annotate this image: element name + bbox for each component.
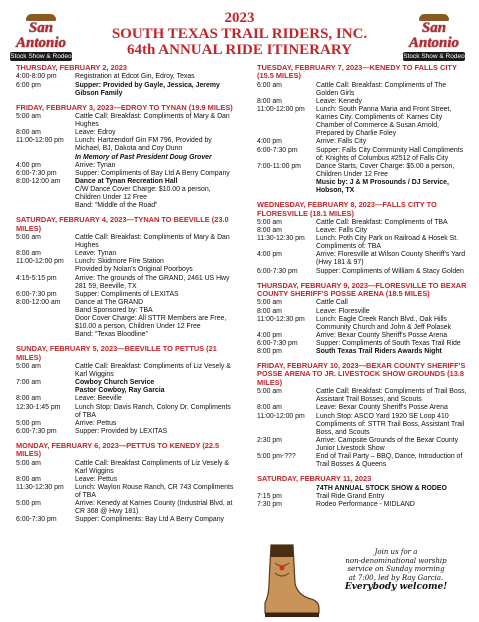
- cowboy-boot-icon: [257, 543, 321, 619]
- event: Lunch Stop: Davis Ranch, Colony Dr. Compliments of TBA: [75, 403, 231, 419]
- document-header: [0, 10, 479, 58]
- event: Lunch: Eagle Creek Ranch Blvd., Oak Hills Community Church and John & Jeff Polasek: [316, 315, 452, 331]
- schedule-row: [16, 129, 238, 137]
- schedule-row: [257, 501, 467, 509]
- schedule-row: [257, 332, 467, 340]
- schedule-row: [16, 379, 238, 387]
- schedule-row: [16, 154, 238, 162]
- time: 11:00-12:30 pm: [257, 315, 305, 323]
- event: Music by: J & M Prosounds / DJ Service, Hobson, TX: [316, 178, 449, 195]
- day-thursday-feb-2: [16, 64, 238, 98]
- schedule-row: [257, 437, 467, 453]
- note-line: Join us for a: [374, 548, 418, 556]
- time: 11:00-12:00 pm: [257, 412, 305, 420]
- day-heading: WEDNESDAY, FEBRUARY 8, 2023—FALLS CITY TO FLORESVILLE (18.1 MILES): [257, 200, 437, 218]
- day-sunday-feb-5: [16, 345, 238, 436]
- schedule-row: [16, 250, 238, 258]
- schedule-row: [16, 137, 238, 153]
- schedule-row: [16, 484, 238, 500]
- event: Supper: Compliments of South Texas Trail Ride: [316, 339, 461, 347]
- event: Supper: Compliments of William & Stacy Golden: [316, 267, 464, 275]
- event: Leave: Edroy: [75, 129, 116, 137]
- schedule-row: [257, 98, 467, 106]
- time: 8:00-12:00 am: [16, 177, 61, 185]
- time: 8:00 am: [16, 475, 41, 483]
- schedule-row: [257, 179, 467, 195]
- event: Dance Starts, Cover Charge: $5.00 a person, Children Under 12 Free: [316, 162, 455, 178]
- schedule-row: [257, 413, 467, 437]
- schedule-row: [16, 73, 238, 81]
- schedule-row: [16, 315, 238, 331]
- time: [16, 387, 75, 395]
- event: Cattle Call: Breakfast: Compliments of Liz Vesely & Karl Wiggins: [75, 363, 231, 379]
- time: 5:00 am: [257, 299, 282, 307]
- event: Leave: Bexar County Sheriff's Posse Arena: [316, 404, 448, 412]
- schedule-row: [257, 227, 467, 235]
- event: Supper: Compliments of Bay Ltd A Berry Company: [75, 169, 230, 177]
- time: 8:00 am: [257, 227, 282, 235]
- event: Lunch Stop: ASCO Yard 1920 SE Loop 410 Compliments of: STTR Trail Boss, Assistant Trail Boss, and Scouts: [316, 412, 465, 436]
- event: End of Trail Party – BBQ, Dance, Introduction of Trail Bosses & Queens: [316, 453, 463, 469]
- day-saturday-feb-4: [16, 216, 238, 339]
- time: [16, 186, 75, 202]
- time: 6:00 am: [257, 81, 282, 89]
- time: [16, 307, 75, 315]
- event: Band Sponsored by: TBA: [75, 306, 153, 314]
- event: Arrive: Tynan: [75, 161, 116, 169]
- time: [257, 179, 316, 195]
- time: 6:00-7:30 pm: [257, 267, 298, 275]
- time: 8:00 am: [257, 307, 282, 315]
- schedule-row: [16, 170, 238, 178]
- time: 5:00 pm-???: [257, 453, 296, 461]
- time: 8:00 am: [16, 250, 41, 258]
- schedule-row: [16, 113, 238, 129]
- event: Leave: Kenedy: [316, 98, 362, 105]
- time: 6:00-7:30 pm: [16, 516, 57, 524]
- event: Band: “Texas Bloodline”: [75, 331, 148, 339]
- schedule-row: [257, 388, 467, 404]
- schedule-row: [257, 268, 467, 276]
- time: 4:00 pm: [257, 138, 282, 146]
- event: Provided by Nolan's Original Poorboys: [75, 266, 193, 274]
- schedule-row: [16, 178, 238, 186]
- time: 5:00 am: [16, 363, 41, 371]
- event: Supper: Falls City Community Hall Compliments of: Knights of Columbus #2512 of Falls City: [316, 146, 464, 162]
- schedule-row: [257, 404, 467, 412]
- day-heading: SUNDAY, FEBRUARY 5, 2023—BEEVILLE TO PETTUS (21 MILES): [16, 344, 217, 362]
- time: [16, 202, 75, 210]
- time: 5:00 am: [16, 234, 41, 242]
- header-title: 64th ANNUAL RIDE ITINERARY: [127, 42, 352, 58]
- day-tuesday-feb-7: [257, 64, 467, 195]
- event: 74TH ANNUAL STOCK SHOW & RODEO: [316, 484, 447, 492]
- schedule-row: [257, 485, 467, 493]
- day-friday-feb-10: [257, 362, 467, 469]
- time: [16, 266, 75, 274]
- event: Leave: Tynan: [75, 250, 117, 258]
- day-heading: SATURDAY, FEBRUARY 4, 2023—TYNAN TO BEEVILLE (23.0 MILES): [16, 215, 229, 233]
- schedule-row: [16, 186, 238, 202]
- schedule-row: [16, 404, 238, 420]
- time: 7:30 pm: [257, 500, 282, 508]
- event: Leave: Beeville: [75, 395, 122, 403]
- time: 6:00-7:30 pm: [16, 290, 57, 298]
- schedule-row: [16, 331, 238, 339]
- time: 8:00 am: [257, 98, 282, 105]
- logo-wordmark: San Antonio: [408, 20, 460, 51]
- event: Arrive: Floresville at Wilson County Sheriff's Yard (Hwy 181 & 97): [316, 251, 466, 267]
- time: 8:00 am: [16, 395, 41, 403]
- time: 5:00 am: [16, 113, 41, 121]
- event: South Texas Trail Riders Awards Night: [316, 347, 442, 355]
- day-heading: THURSDAY, FEBRUARY 9, 2023—FLORESVILLE TO BEXAR COUNTY SHERIFF'S POSSE ARENA (18.5 MILES): [257, 280, 467, 298]
- time: 7:00-11:00 pm: [257, 162, 301, 170]
- logo-wordmark: San Antonio: [15, 20, 67, 51]
- schedule-row: [257, 316, 467, 332]
- schedule-row: [257, 340, 467, 348]
- schedule-row: [257, 493, 467, 501]
- schedule-row: [16, 82, 238, 98]
- time: [257, 485, 316, 493]
- time: 6:00-7:30 pm: [257, 146, 298, 154]
- event: Trail Ride Grand Entry: [316, 492, 385, 500]
- time: 11:00-12:00 pm: [16, 258, 64, 266]
- time: 11:30-12:30 pm: [257, 235, 305, 243]
- event: Supper: Compliments: Bay Ltd A Berry Company: [75, 516, 224, 524]
- event: Arrive: Bexar County Sheriff's Posse Arena: [316, 331, 448, 339]
- schedule-row: [16, 500, 238, 516]
- event: Leave: Pettus: [75, 475, 118, 483]
- schedule-row: [16, 516, 238, 524]
- schedule-row: [16, 395, 238, 403]
- logo-subtitle: Stock Show & Rodeo: [403, 53, 465, 60]
- event: Lunch: Waylon Rouse Ranch, CR 743 Compliments of TBA: [75, 484, 234, 500]
- event: Supper: Compliments of LEXITAS: [75, 290, 179, 298]
- time: 7:00 am: [16, 379, 41, 387]
- day-heading: MONDAY, FEBRUARY 6, 2023—PETTUS TO KENEDY (22.5 MILES): [16, 440, 220, 459]
- schedule-row: [257, 106, 467, 138]
- day-friday-feb-3: [16, 104, 238, 211]
- itinerary-left-column: [16, 64, 238, 530]
- event: Lunch: Skidmore Fire Station: [75, 258, 164, 266]
- schedule-row: [16, 266, 238, 274]
- day-heading: SATURDAY, FEBRUARY 11, 2023: [257, 474, 372, 484]
- event: C/W Dance Cover Charge: $10.00 a person, Children Under 12 Free: [75, 185, 211, 202]
- day-wednesday-feb-8: [257, 201, 467, 275]
- event: Dance at Tynan Recreation Hall: [75, 177, 178, 185]
- event: Cattle Call: Breakfast: Compliments of TBA: [316, 218, 448, 226]
- time: 5:00 am: [257, 218, 282, 226]
- event: Band: “Middle of the Road”: [75, 202, 158, 210]
- time: 7:15 pm: [257, 492, 282, 500]
- schedule-row: [16, 428, 238, 436]
- time: 11:30-12:30 pm: [16, 484, 64, 491]
- schedule-row: [257, 82, 467, 98]
- schedule-row: [16, 162, 238, 170]
- header-year: 2023: [224, 10, 255, 26]
- event: Arrive: The grounds of The GRAND, 2461 US Hwy 281 59, Beeville, TX: [75, 274, 230, 290]
- event: Leave: Falls City: [316, 227, 367, 235]
- time: 2:30 pm: [257, 436, 282, 444]
- time: 6:00-7:30 pm: [16, 169, 57, 177]
- event: Registration at Edcot Gin, Edroy, Texas: [75, 73, 195, 81]
- time: 8:00 am: [257, 404, 282, 412]
- time: 6:00 pm: [16, 81, 41, 89]
- schedule-row: [257, 308, 467, 316]
- schedule-row: [257, 453, 467, 469]
- event: Lunch: Hartzendorf Gin FM 796, Provided by Michael, BJ, Dakota and Coy Dunn: [75, 137, 212, 153]
- day-heading: FRIDAY, FEBRUARY 3, 2023—EDROY TO TYNAN (19.9 MILES): [16, 102, 233, 112]
- event: Arrive: Kenedy at Karnes County (Industrial Blvd, at CR 368 @ Hwy 181): [75, 500, 233, 516]
- time: 4:00 pm: [257, 331, 282, 339]
- schedule-row: [16, 234, 238, 250]
- time: 6:00-7:30 pm: [257, 339, 298, 347]
- logo-subtitle: Stock Show & Rodeo: [10, 53, 72, 60]
- day-heading: TUESDAY, FEBRUARY 7, 2023—KENEDY TO FALLS CITY (15.5 MILES): [257, 63, 457, 81]
- schedule-row: [257, 235, 467, 251]
- time: [16, 315, 75, 331]
- schedule-row: [16, 460, 238, 476]
- event: Lunch: Poth City Park on Railroad & Hosek St. Compliments of: TBA: [316, 235, 459, 251]
- time: 8:00 am: [16, 129, 41, 137]
- event: Supper: Provided by LEXITAS: [75, 427, 168, 435]
- note-line: non-denominational worship: [345, 556, 447, 565]
- event: Pastor Cowboy, Ray Garcia: [75, 387, 165, 395]
- schedule-row: [16, 363, 238, 379]
- schedule-row: [257, 299, 467, 307]
- event: Arrive: Pettus: [75, 419, 117, 427]
- event: Cattle Call: Breakfast Compliments of Liz Vesely & Karl Wiggins: [75, 459, 229, 475]
- schedule-row: [16, 291, 238, 299]
- event: Arrive: Campsite Grounds of the Bexar County Junior Livestock Show: [316, 436, 459, 452]
- event: Cattle Call: Breakfast: Compliments of Mary & Dan Hughes: [75, 113, 230, 129]
- note-welcome: Everybody welcome!: [344, 582, 448, 593]
- event: Cattle Call: Breakfast: Compliments of The Golden Girls: [316, 81, 447, 97]
- event: Leave: Floresville: [316, 307, 370, 315]
- time: [16, 154, 75, 162]
- time: 4:00 pm: [16, 161, 41, 169]
- time: 8:00 pm: [257, 347, 282, 355]
- schedule-row: [257, 251, 467, 267]
- event: Arrive: Falls City: [316, 138, 367, 146]
- time: 8:00-12:00 am: [16, 298, 61, 306]
- time: 5:00 pm: [16, 500, 41, 508]
- day-saturday-feb-11: [257, 475, 467, 509]
- time: 5:00 am: [257, 388, 282, 396]
- schedule-row: [16, 307, 238, 315]
- time: 5:00 am: [16, 459, 41, 467]
- day-monday-feb-6: [16, 442, 238, 525]
- note-line: service on Sunday morning: [347, 565, 445, 574]
- event: Supper: Provided by Gayle, Jessica, Jeremy Gibson Family: [75, 81, 220, 97]
- schedule-row: [16, 275, 238, 291]
- event: Cowboy Church Service: [75, 379, 155, 387]
- time: 4:15-5:15 pm: [16, 274, 57, 282]
- schedule-row: [257, 219, 467, 227]
- event: Dance at The GRAND: [75, 298, 144, 306]
- day-heading: THURSDAY, FEBRUARY 2, 2023: [16, 63, 128, 72]
- schedule-row: [257, 163, 467, 179]
- time: [16, 331, 75, 339]
- schedule-row: [16, 420, 238, 428]
- worship-service-note: [322, 548, 470, 593]
- itinerary-right-column: [257, 64, 467, 515]
- day-thursday-feb-9: [257, 282, 467, 356]
- time: 11:00-12:00 pm: [16, 137, 64, 145]
- note-line: at 7:00, led by Ray Garcia.: [348, 573, 444, 582]
- event: Cattle Call: [316, 299, 348, 307]
- event: Cattle Call: Breakfast: Compliments of Trail Boss, Assistant Trail Bosses, and Scouts: [316, 388, 467, 404]
- time: 11:00-12:00 pm: [257, 106, 305, 114]
- event: Lunch: South Panna Maria and Front Street, Karnes City. Compliments of: Karnes City Chamber of Commerce & Susan Arnold, Prepared by Charlie Foley: [316, 106, 452, 138]
- schedule-row: [16, 299, 238, 307]
- event: Cattle Call: Breakfast: Compliments of Mary & Dan Hughes: [75, 234, 230, 250]
- time: 4:00-8:00 pm: [16, 73, 57, 81]
- schedule-row: [16, 202, 238, 210]
- day-heading: FRIDAY, FEBRUARY 10, 2023—BEXAR COUNTY SHERIFF'S POSSE ARENA TO JR. LIVESTOCK SHOW GROUNDS (13.8 MILES): [257, 361, 466, 387]
- time: 4:00 pm: [257, 251, 282, 259]
- schedule-row: [257, 147, 467, 163]
- header-org: SOUTH TEXAS TRAIL RIDERS, INC.: [111, 26, 368, 42]
- time: 6:00-7:30 pm: [16, 427, 57, 435]
- time: 12:30-1:45 pm: [16, 403, 61, 411]
- event: Rodeo Performance - MIDLAND: [316, 500, 415, 508]
- schedule-row: [257, 348, 467, 356]
- schedule-row: [16, 387, 238, 395]
- event: In Memory of Past President Doug Grover: [75, 153, 212, 161]
- time: 5:00 pm: [16, 419, 41, 427]
- schedule-row: [257, 138, 467, 146]
- event: Door Cover Charge: All STTR Members are Free, $10.00 a person, Children Under 12 Free: [75, 314, 227, 331]
- schedule-row: [16, 476, 238, 484]
- schedule-row: [16, 258, 238, 266]
